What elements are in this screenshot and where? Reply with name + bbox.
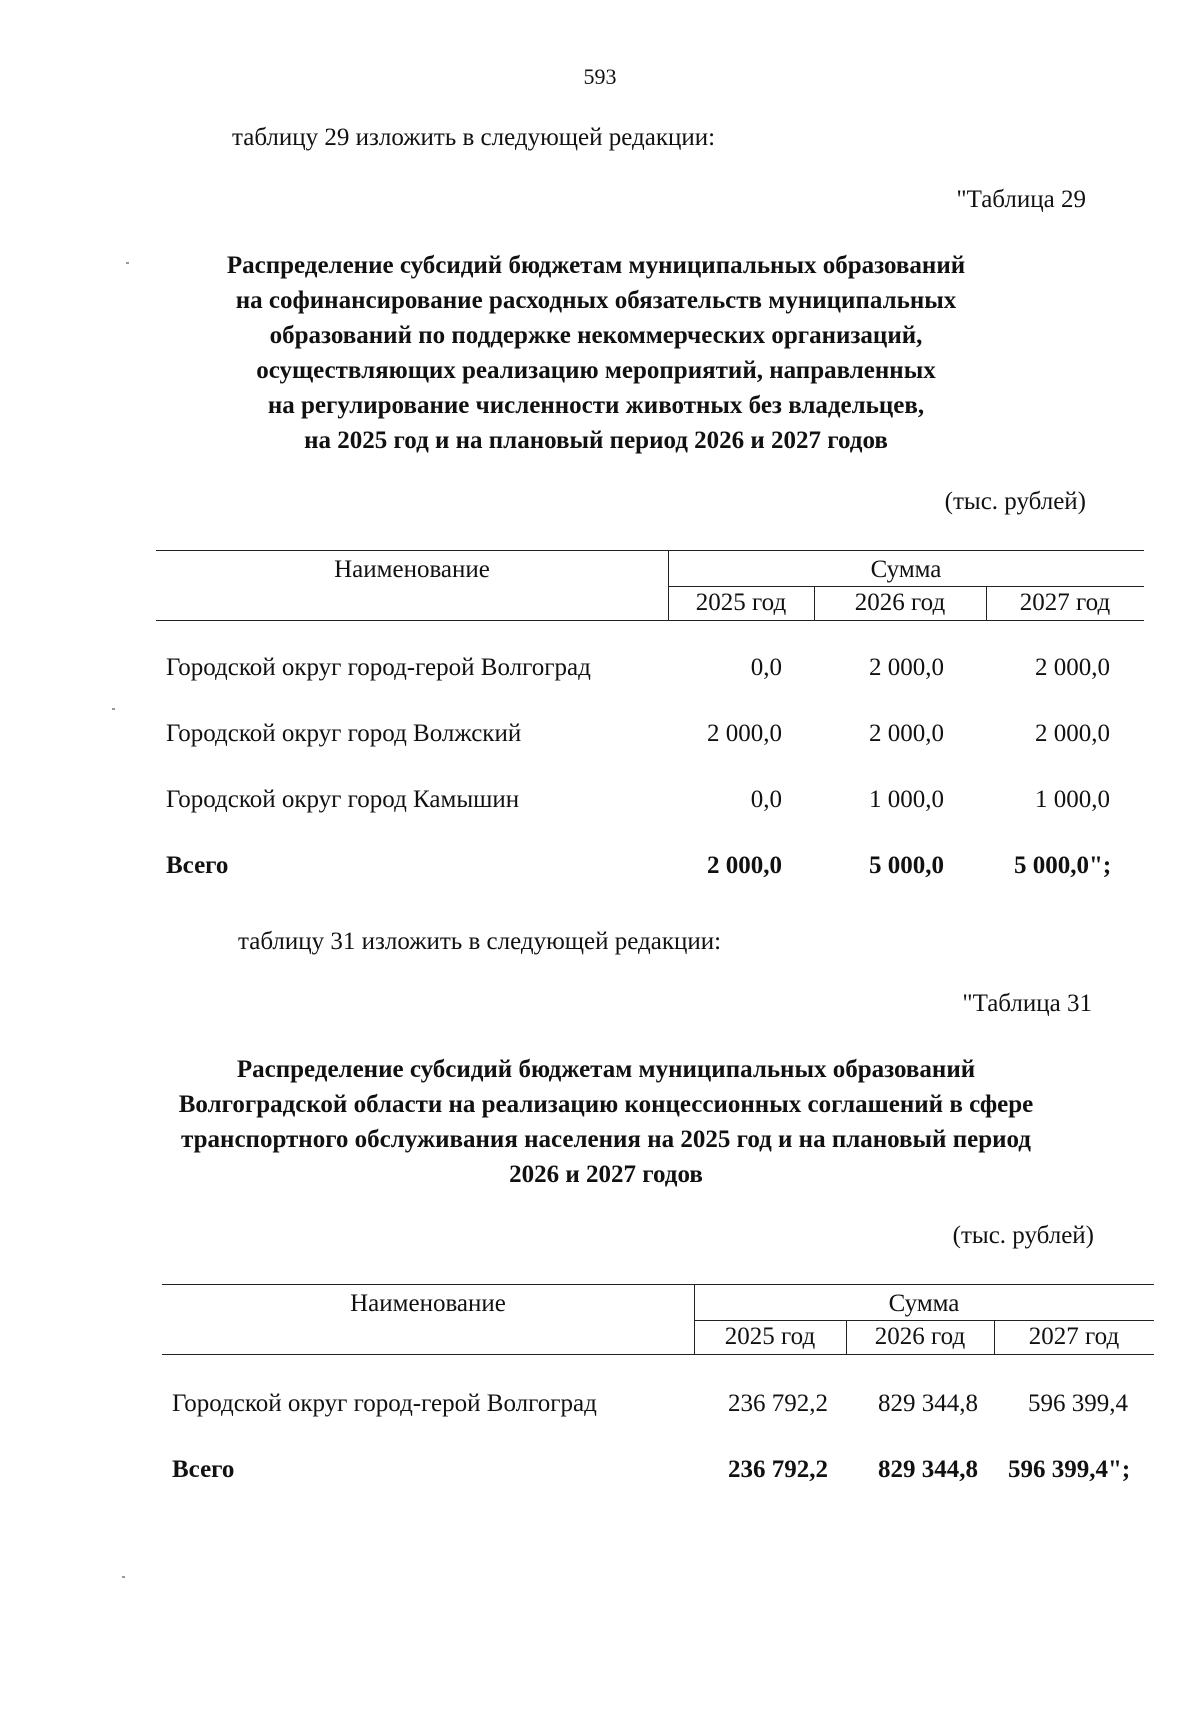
sum-under-rule xyxy=(668,586,1144,587)
header-sum: Сумма xyxy=(870,556,942,583)
header-name: Наименование xyxy=(334,556,490,583)
row-value-2027: 2 000,0 xyxy=(1035,654,1110,681)
margin-mark xyxy=(112,708,115,710)
unit-label: (тыс. рублей) xyxy=(952,1222,1094,1249)
row-value-2027: 596 399,4 xyxy=(1028,1390,1128,1417)
row-value-2026: 829 344,8 xyxy=(878,1390,978,1417)
heading-line: на регулирование численности животных без владельцев, xyxy=(267,392,925,419)
intro-table-31: таблицу 31 изложить в следующей редакции: xyxy=(238,928,722,955)
row-name: Городской округ город-герой Волгоград xyxy=(166,654,591,681)
total-value-2025: 2 000,0 xyxy=(707,852,782,879)
heading-line: образований по поддержке некоммерческих организаций, xyxy=(269,322,923,349)
total-value-2025: 236 792,2 xyxy=(728,1456,828,1483)
header-bottom-rule xyxy=(156,620,1144,621)
heading-line: Распределение субсидий бюджетам муниципальных образований xyxy=(226,252,966,279)
intro-table-29: таблицу 29 изложить в следующей редакции: xyxy=(232,124,716,151)
margin-mark xyxy=(122,1576,125,1578)
total-value-2027: 5 000,0"; xyxy=(1014,852,1112,879)
row-value-2025: 2 000,0 xyxy=(707,720,782,747)
total-value-2027: 596 399,4"; xyxy=(1008,1456,1131,1483)
table-29-label: "Таблица 29 xyxy=(956,186,1086,213)
header-year-2025: 2025 год xyxy=(695,589,787,616)
row-value-2025: 0,0 xyxy=(750,654,782,681)
row-name: Городской округ город Волжский xyxy=(166,720,522,747)
header-year-2025: 2025 год xyxy=(724,1323,816,1350)
heading-line: на 2025 год и на плановый период 2026 и 2027 годов xyxy=(304,427,888,454)
table-31-label: "Таблица 31 xyxy=(962,990,1092,1017)
table-top-rule xyxy=(162,1284,1154,1285)
header-bottom-rule xyxy=(162,1354,1154,1355)
margin-mark xyxy=(126,262,129,264)
row-value-2026: 2 000,0 xyxy=(869,654,944,681)
heading-line: 2026 и 2027 годов xyxy=(509,1161,703,1188)
row-name: Городской округ город-герой Волгоград xyxy=(172,1390,597,1417)
sum-under-rule xyxy=(694,1320,1154,1321)
heading-line: осуществляющих реализацию мероприятий, направленных xyxy=(256,357,936,384)
table-top-rule xyxy=(156,550,1144,551)
total-value-2026: 5 000,0 xyxy=(869,852,944,879)
unit-label: (тыс. рублей) xyxy=(944,488,1086,515)
header-sum: Сумма xyxy=(888,1290,960,1317)
heading-line: Распределение субсидий бюджетам муниципальных образований xyxy=(236,1056,976,1083)
header-year-2027: 2027 год xyxy=(1028,1323,1120,1350)
total-value-2026: 829 344,8 xyxy=(878,1456,978,1483)
row-value-2027: 1 000,0 xyxy=(1035,786,1110,813)
row-value-2026: 1 000,0 xyxy=(869,786,944,813)
row-name: Городской округ город Камышин xyxy=(166,786,520,813)
total-label: Всего xyxy=(172,1456,235,1483)
header-year-2026: 2026 год xyxy=(854,589,946,616)
header-year-2026: 2026 год xyxy=(874,1323,966,1350)
row-value-2025: 0,0 xyxy=(750,786,782,813)
header-name: Наименование xyxy=(350,1290,506,1317)
heading-line: транспортного обслуживания населения на 2025 год и на плановый период xyxy=(181,1126,1031,1153)
row-value-2027: 2 000,0 xyxy=(1035,720,1110,747)
table-29-heading xyxy=(140,248,1052,458)
heading-line: Волгоградской области на реализацию концессионных соглашений в сфере xyxy=(178,1091,1034,1118)
heading-line: на софинансирование расходных обязательств муниципальных xyxy=(235,287,957,314)
table-31-heading xyxy=(150,1052,1062,1192)
total-label: Всего xyxy=(166,852,229,879)
row-value-2025: 236 792,2 xyxy=(728,1390,828,1417)
row-value-2026: 2 000,0 xyxy=(869,720,944,747)
page-number: 593 xyxy=(583,64,617,89)
header-year-2027: 2027 год xyxy=(1019,589,1111,616)
